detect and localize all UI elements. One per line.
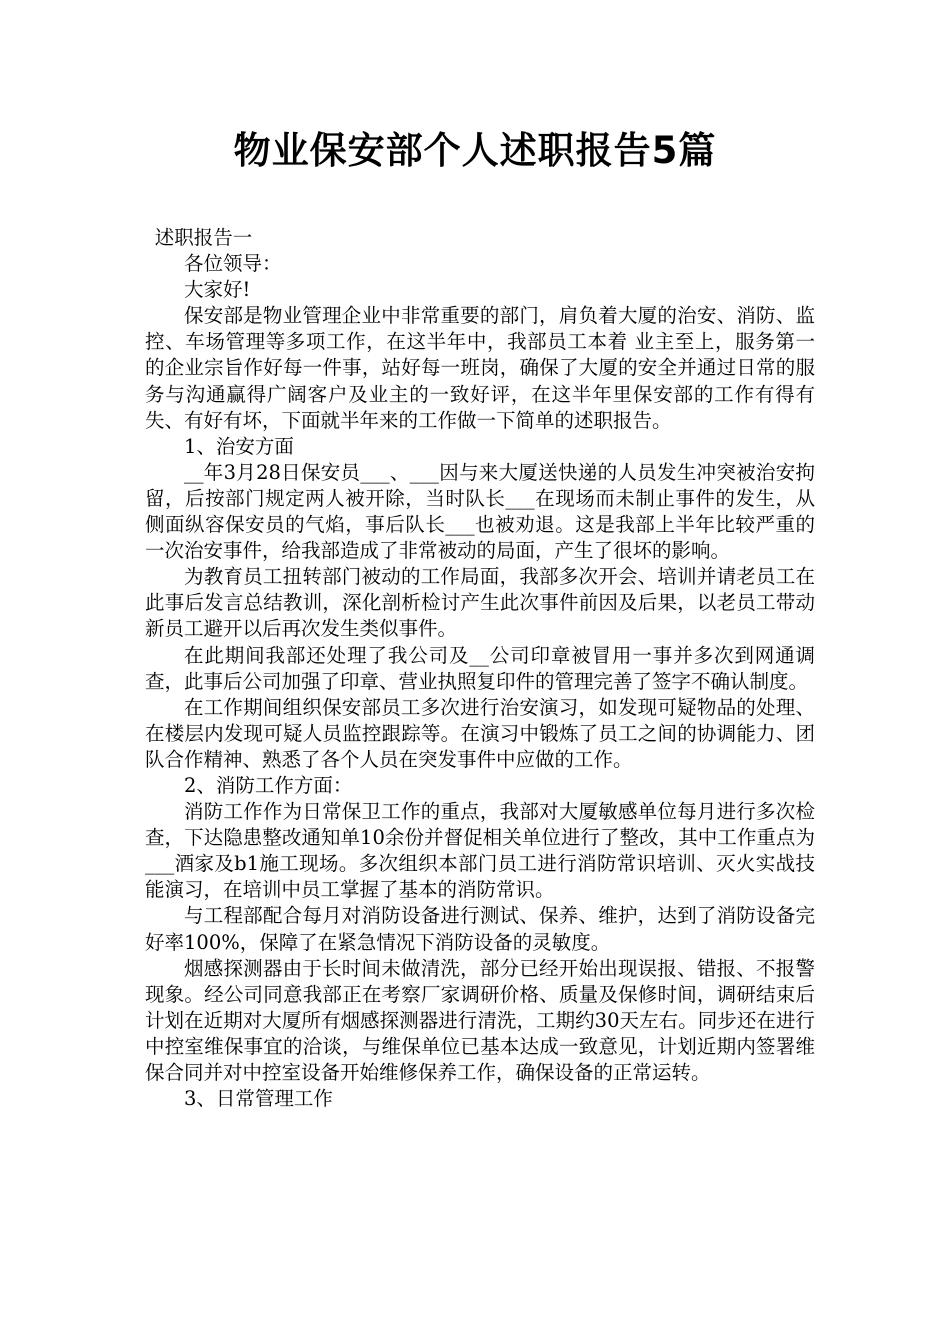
heading-daily-management: 3、日常管理工作	[184, 1087, 333, 1111]
heading-security: 1、治安方面	[184, 434, 294, 458]
paragraph-smoke-detectors: 烟感探测器由于长时间未做清洗，部分已经开始出现误报、错报、不报警现象。经公司同意我部正在考察厂家调研价格、质量及保修时间，调研结束后计划在近期对大厦所有烟感探测器进行清洗，工期约30天左右。同步还在进行中控室维保事宜的洽谈，与维保单位已基本达成一致意见，计划近期内签署维保合同并对中控室设备开始维修保养工作，确保设备的正常运转。	[145, 956, 815, 1084]
paragraph-seal-misuse: 在此期间我部还处理了我公司及__公司印章被冒用一事并多次到网通调查，此事后公司加强了印章、营业执照复印件的管理完善了签字不确认制度。	[145, 643, 815, 693]
paragraph-security-training: 为教育员工扭转部门被动的工作局面，我部多次开会、培训并请老员工在此事后发言总结教训，深化剖析检讨产生此次事件前因及后果，以老员工带动新员工避开以后再次发生类似事件。	[145, 565, 815, 641]
greeting-everyone: 大家好!	[184, 278, 251, 302]
section-label: 述职报告一	[154, 226, 253, 249]
paragraph-drills: 在工作期间组织保安部员工多次进行治安演习，如发现可疑物品的处理、在楼层内发现可疑人员监控跟踪等。在演习中锻炼了员工之间的协调能力、团队合作精神、熟悉了各个人员在突发事件中应做的工作。	[145, 695, 815, 771]
document-body	[145, 225, 815, 1112]
greeting-leaders: 各位领导：	[184, 252, 282, 276]
paragraph-fire-inspection: 消防工作作为日常保卫工作的重点，我部对大厦敏感单位每月进行多次检查，下达隐患整改通知单10余份并督促相关单位进行了整改，其中工作重点为___酒家及b1施工现场。多次组织本部门员工进行消防常识培训、灭火实战技能演习，在培训中员工掌握了基本的消防常识。	[145, 800, 815, 902]
document-title: 物业保安部个人述职报告5篇	[233, 129, 717, 172]
heading-fire-safety: 2、消防工作方面：	[184, 773, 353, 797]
paragraph-fire-equipment: 与工程部配合每月对消防设备进行测试、保养、维护，达到了消防设备完好率100%，保障了在紧急情况下消防设备的灵敏度。	[145, 904, 815, 954]
paragraph-intro: 保安部是物业管理企业中非常重要的部门，肩负着大厦的治安、消防、监控、车场管理等多项工作，在这半年中，我部员工本着 业主至上，服务第一 的企业宗旨作好每一件事，站好每一班岗，确保了大厦的安全并通过日常的服务与沟通赢得广阔客户及业主的一致好评，在这半年里保安部的工作有得有失、有好有坏，下面就半年来的工作做一下简单的述职报告。	[145, 304, 815, 432]
paragraph-security-incident: __年3月28日保安员___、___因与来大厦送快递的人员发生冲突被治安拘留，后按部门规定两人被开除，当时队长___在现场而未制止事件的发生，从侧面纵容保安员的气焰，事后队长___也被劝退。这是我部上半年比较严重的一次治安事件，给我部造成了非常被动的局面，产生了很坏的影响。	[145, 460, 815, 563]
